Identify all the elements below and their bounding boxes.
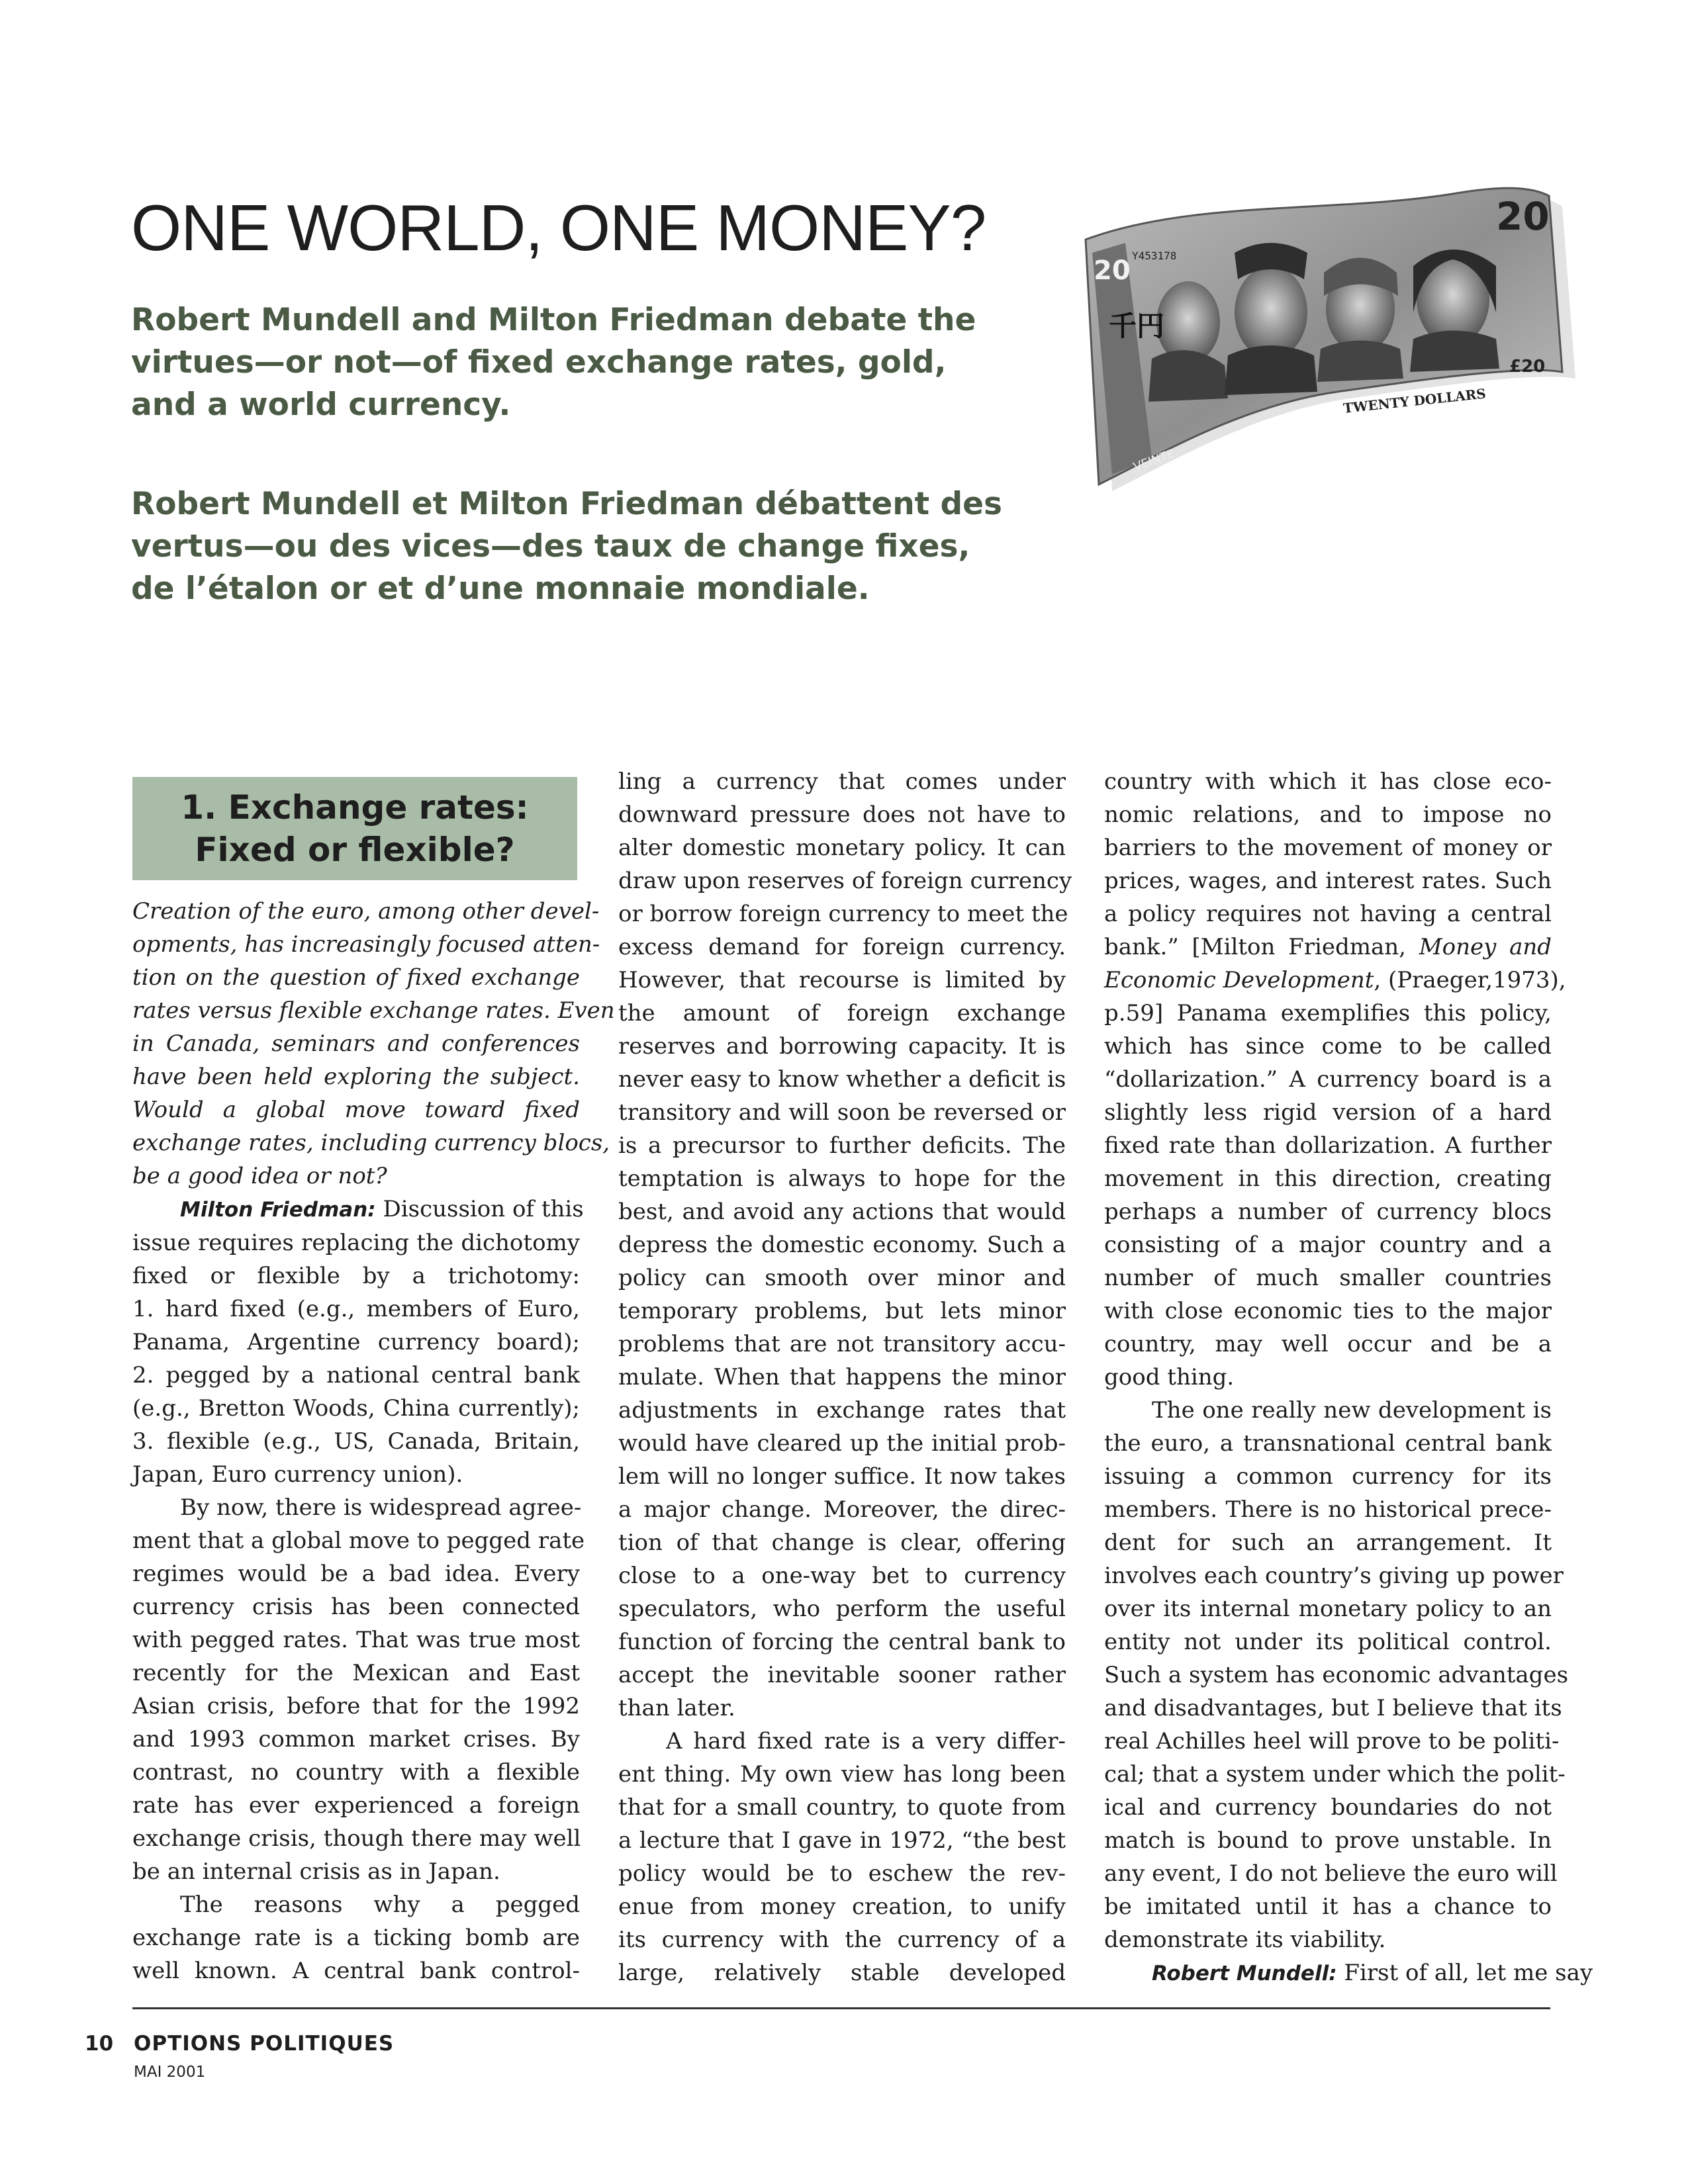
left-denomination-label: 20 xyxy=(1094,255,1131,286)
text-line: currency crisis has been connected xyxy=(132,1594,580,1620)
ribbon-text: TWENTY DOLLARS xyxy=(1342,385,1487,416)
text-line: or borrow foreign currency to meet the xyxy=(618,901,1068,927)
text-line: country with which it has close eco- xyxy=(1104,768,1552,795)
text-line: be an internal crisis as in Japan. xyxy=(132,1858,500,1885)
text-line: 2. pegged by a national central bank xyxy=(132,1362,580,1388)
text-line: regimes would be a bad idea. Every xyxy=(132,1561,580,1587)
text-line: that for a small country, to quote from xyxy=(618,1794,1066,1821)
text-line: exchange rates, including currency blocs, xyxy=(132,1130,610,1156)
text-line: is a precursor to further deficits. The xyxy=(618,1132,1066,1159)
text-line: rate has ever experienced a foreign xyxy=(132,1792,580,1819)
article-title: ONE WORLD, ONE MONEY? xyxy=(131,191,986,264)
text-line: members. There is no historical prece- xyxy=(1104,1496,1552,1523)
text-line: nomic relations, and to impose no xyxy=(1104,801,1552,828)
subtitle-line: virtues—or not—of fixed exchange rates, gold, xyxy=(131,344,947,381)
text-line: draw upon reserves of foreign currency xyxy=(618,868,1072,894)
text-line: demonstrate its viability. xyxy=(1104,1927,1386,1953)
text-line: cal; that a system under which the polit- xyxy=(1104,1761,1566,1788)
text-line: would have cleared up the initial prob- xyxy=(618,1430,1066,1457)
subtitle-line: Robert Mundell et Milton Friedman débattent des xyxy=(131,486,1002,522)
text-line: movement in this direction, creating xyxy=(1104,1165,1552,1192)
denomination-label: 20 xyxy=(1496,194,1550,239)
text-line: recently for the Mexican and East xyxy=(132,1660,580,1686)
text-line: never easy to know whether a deficit is xyxy=(618,1066,1066,1093)
text-line: have been held exploring the subject. xyxy=(132,1064,580,1090)
text-line: problems that are not transitory accu- xyxy=(618,1331,1066,1357)
subtitle-line: vertus—ou des vices—des taux de change fixes, xyxy=(131,528,970,565)
text-line: Creation of the euro, among other devel- xyxy=(132,898,600,925)
text-line: in Canada, seminars and conferences xyxy=(132,1030,580,1057)
text-line: involves each country’s giving up power xyxy=(1104,1563,1564,1589)
text-line: exchange crisis, though there may well xyxy=(132,1825,581,1852)
text-line: policy would be to eschew the rev- xyxy=(618,1860,1066,1887)
paragraph xyxy=(1104,765,1566,1394)
text-line: reserves and borrowing capacity. It is xyxy=(618,1033,1066,1060)
text-line: However, that recourse is limited by xyxy=(618,967,1066,993)
text-line: ent thing. My own view has long been xyxy=(618,1761,1066,1788)
portrait-faraday xyxy=(1410,250,1499,372)
text-line: rates versus flexible exchange rates. Even xyxy=(132,997,615,1024)
serial-number: Y453178 xyxy=(1132,250,1177,262)
paragraph xyxy=(132,1888,580,1987)
text-line: Japan, Euro currency union). xyxy=(132,1461,463,1488)
text-line: dent for such an arrangement. It xyxy=(1104,1529,1552,1556)
subtitle-line: and a world currency. xyxy=(131,387,511,423)
subtitle-line: de l’étalon or et d’une monnaie mondiale. xyxy=(131,570,870,607)
text-line: large, relatively stable developed xyxy=(618,1960,1066,1986)
text-line: speculators, who perform the useful xyxy=(618,1596,1066,1622)
text-line: temporary problems, but lets minor xyxy=(618,1298,1066,1324)
text-line: with pegged rates. That was true most xyxy=(132,1627,580,1653)
text-line: “dollarization.” A currency board is a xyxy=(1104,1066,1552,1093)
paragraph xyxy=(1104,1394,1569,1956)
text-line: a policy requires not having a central xyxy=(1104,901,1552,927)
footer-rule xyxy=(132,2007,1550,2009)
text-line: match is bound to prove unstable. In xyxy=(1104,1827,1552,1854)
text-line: issuing a common currency for its xyxy=(1104,1463,1552,1490)
corner-label: VEINTE xyxy=(1131,446,1177,475)
text-line: ment that a global move to pegged rate xyxy=(132,1527,585,1554)
portrait-juarez xyxy=(1225,243,1317,395)
text-line: p.59] Panama exemplifies this policy, xyxy=(1104,1000,1552,1026)
text-line: and 1993 common market crises. By xyxy=(132,1726,580,1752)
section-heading-line: Fixed or flexible? xyxy=(195,831,515,869)
speaker-name: Milton Friedman: xyxy=(180,1198,376,1222)
portrait-queen xyxy=(1317,258,1403,383)
text-line: any event, I do not believe the euro will xyxy=(1104,1860,1558,1887)
text-line: Asian crisis, before that for the 1992 xyxy=(132,1693,580,1719)
text-line xyxy=(1104,1956,1593,1990)
text-line: be a good idea or not? xyxy=(132,1163,387,1189)
text-line: good thing. xyxy=(1104,1364,1235,1390)
subtitle-english xyxy=(131,299,1058,426)
text-line: Panama, Argentine currency board); xyxy=(132,1329,580,1355)
section-heading-line: 1. Exchange rates: xyxy=(181,788,529,827)
text-line: downward pressure does not have to xyxy=(618,801,1066,828)
text-line: barriers to the movement of money or xyxy=(1104,835,1552,861)
text-line xyxy=(1104,931,1552,964)
text-line: with close economic ties to the major xyxy=(1104,1298,1552,1324)
text-line: contrast, no country with a flexible xyxy=(132,1759,580,1786)
pound-label: £20 xyxy=(1509,357,1546,377)
text-line: 1. hard fixed (e.g., members of Euro, xyxy=(132,1296,580,1322)
text-fragment: bank.” [Milton Friedman, xyxy=(1104,934,1406,960)
text-line: real Achilles heel will prove to be politi- xyxy=(1104,1728,1560,1754)
text-line xyxy=(132,1193,584,1226)
column-2 xyxy=(618,765,1072,1989)
text-line: policy can smooth over minor and xyxy=(618,1265,1066,1291)
text-fragment: First of all, let me say xyxy=(1344,1960,1593,1986)
text-line: entity not under its political control. xyxy=(1104,1629,1552,1655)
text-line: number of much smaller countries xyxy=(1104,1265,1552,1291)
page-number: 10 xyxy=(85,2032,114,2056)
text-line: opments, has increasingly focused atten- xyxy=(132,931,600,958)
paragraph xyxy=(132,1491,585,1888)
text-line: lem will no longer suffice. It now takes xyxy=(618,1463,1066,1490)
text-line: ical and currency boundaries do not xyxy=(1104,1794,1552,1821)
publication-name: OPTIONS POLITIQUES xyxy=(134,2032,395,2056)
text-line: A hard fixed rate is a very differ- xyxy=(666,1728,1066,1754)
text-line: a major change. Moreover, the direc- xyxy=(618,1496,1066,1523)
text-line: The reasons why a pegged xyxy=(180,1891,580,1918)
paragraph xyxy=(1104,1956,1593,1990)
text-line: slightly less rigid version of a hard xyxy=(1104,1099,1552,1126)
text-line: ling a currency that comes under xyxy=(618,768,1066,795)
text-line: 3. flexible (e.g., US, Canada, Britain, xyxy=(132,1428,580,1455)
text-line: function of forcing the central bank to xyxy=(618,1629,1066,1655)
text-line: prices, wages, and interest rates. Such xyxy=(1104,868,1552,894)
text-line: issue requires replacing the dichotomy xyxy=(132,1230,580,1256)
text-line: fixed or flexible by a trichotomy: xyxy=(132,1263,580,1289)
text-line: temptation is always to hope for the xyxy=(618,1165,1066,1192)
issue-date: MAI 2001 xyxy=(134,2064,206,2081)
section-heading xyxy=(132,777,577,880)
text-line: excess demand for foreign currency. xyxy=(618,934,1066,960)
yen-label: 千円 xyxy=(1109,310,1165,342)
text-line: consisting of a major country and a xyxy=(1104,1232,1552,1258)
text-line: depress the domestic economy. Such a xyxy=(618,1232,1066,1258)
text-line: exchange rate is a ticking bomb are xyxy=(132,1925,580,1951)
text-line: the euro, a transnational central bank xyxy=(1104,1430,1552,1457)
text-line: alter domestic monetary policy. It can xyxy=(618,835,1066,861)
text-line: enue from money creation, to unify xyxy=(618,1893,1066,1920)
text-line: Such a system has economic advantages xyxy=(1104,1662,1569,1688)
text-line: tion of that change is clear, offering xyxy=(618,1529,1066,1556)
text-fragment: , (Praeger,1973), xyxy=(1374,967,1566,993)
text-line: By now, there is widespread agree- xyxy=(180,1494,582,1521)
text-line: accept the inevitable sooner rather xyxy=(618,1662,1066,1688)
subtitle-line: Robert Mundell and Milton Friedman debate the xyxy=(131,302,976,338)
subtitle-french xyxy=(131,483,1058,610)
speaker-name: Robert Mundell: xyxy=(1152,1962,1337,1985)
text-line: which has since come to be called xyxy=(1104,1033,1552,1060)
text-line: The one really new development is xyxy=(1152,1397,1552,1424)
text-line xyxy=(1104,964,1566,997)
text-line: and disadvantages, but I believe that its xyxy=(1104,1695,1562,1721)
text-line: country, may well occur and be a xyxy=(1104,1331,1552,1357)
text-line: well known. A central bank control- xyxy=(132,1958,580,1984)
text-line: fixed rate than dollarization. A further xyxy=(1104,1132,1552,1159)
text-line: over its internal monetary policy to an xyxy=(1104,1596,1552,1622)
banknote-illustration xyxy=(1072,180,1582,511)
intro-question xyxy=(132,895,615,1193)
text-line: best, and avoid any actions that would xyxy=(618,1199,1066,1225)
text-line: perhaps a number of currency blocs xyxy=(1104,1199,1552,1225)
text-line: adjustments in exchange rates that xyxy=(618,1397,1066,1424)
book-title: Economic Development xyxy=(1104,967,1374,993)
text-line: tion on the question of fixed exchange xyxy=(132,964,580,991)
text-fragment: Discussion of this xyxy=(383,1196,584,1222)
paragraph xyxy=(618,765,1072,1725)
text-line: Would a global move toward fixed xyxy=(132,1097,580,1123)
text-line: a lecture that I gave in 1972, “the best xyxy=(618,1827,1066,1854)
text-line: the amount of foreign exchange xyxy=(618,1000,1066,1026)
text-line: transitory and will soon be reversed or xyxy=(618,1099,1066,1126)
column-1 xyxy=(132,777,615,1987)
column-3 xyxy=(1104,765,1593,1990)
book-title: Money and xyxy=(1419,934,1552,960)
text-line: its currency with the currency of a xyxy=(618,1927,1066,1953)
text-line: than later. xyxy=(618,1695,735,1721)
paragraph xyxy=(132,1193,584,1491)
text-line: mulate. When that happens the minor xyxy=(618,1364,1066,1390)
text-line: (e.g., Bretton Woods, China currently); xyxy=(132,1395,580,1422)
text-line: be imitated until it has a chance to xyxy=(1104,1893,1552,1920)
paragraph xyxy=(618,1725,1066,1989)
text-line: close to a one-way bet to currency xyxy=(618,1563,1066,1589)
